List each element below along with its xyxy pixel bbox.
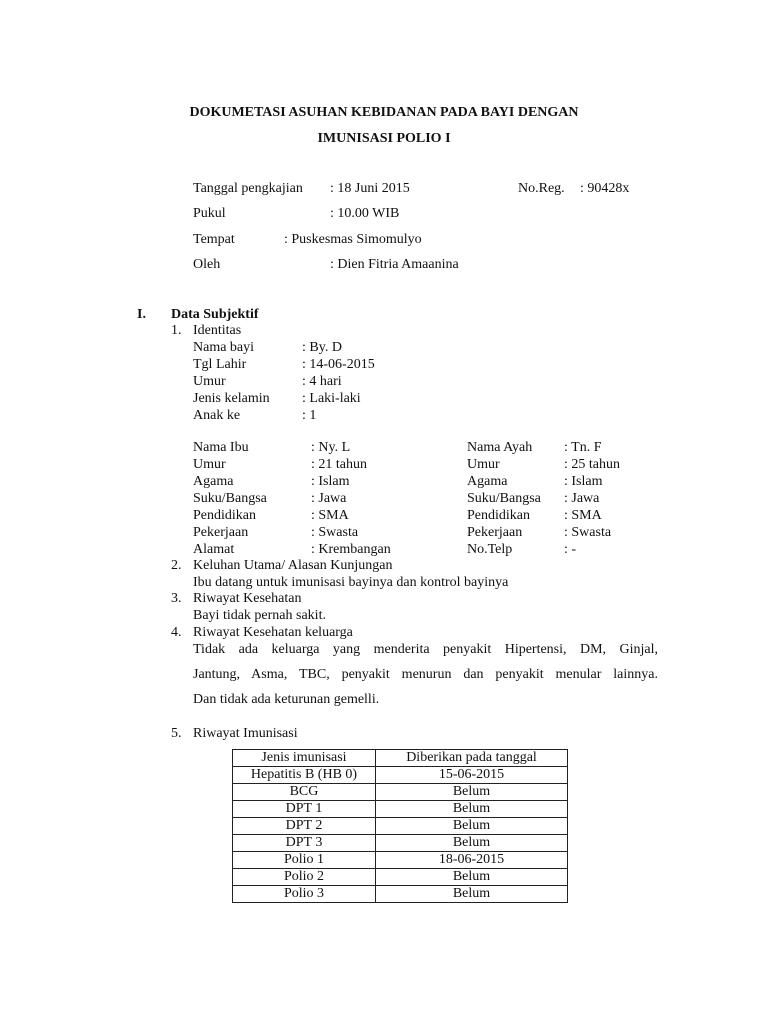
ibu-suku-label: Suku/Bangsa bbox=[193, 491, 267, 506]
imunisasi-label: Riwayat Imunisasi bbox=[193, 726, 298, 741]
umur-bayi-label: Umur bbox=[193, 374, 226, 389]
jenis-cell: Polio 2 bbox=[233, 869, 376, 886]
imunisasi-table bbox=[232, 749, 568, 903]
ayah-nama-label: Nama Ayah bbox=[467, 440, 533, 455]
tanggal-cell: Belum bbox=[376, 801, 568, 818]
alamat-value: : Krembangan bbox=[311, 542, 391, 557]
tanggal-cell: 15-06-2015 bbox=[376, 767, 568, 784]
table-row bbox=[233, 886, 568, 903]
ibu-pendidikan-label: Pendidikan bbox=[193, 508, 256, 523]
ayah-agama-label: Agama bbox=[467, 474, 508, 489]
tanggal-value: : 18 Juni 2015 bbox=[330, 181, 410, 196]
pukul-value: : 10.00 WIB bbox=[330, 206, 400, 221]
riwayat-number: 3. bbox=[171, 591, 182, 606]
no-telp-value: : - bbox=[564, 542, 577, 557]
alamat-label: Alamat bbox=[193, 542, 235, 557]
ayah-suku-value: : Jawa bbox=[564, 491, 600, 506]
tgl-lahir-value: : 14-06-2015 bbox=[302, 357, 375, 372]
imunisasi-number: 5. bbox=[171, 726, 182, 741]
jenis-cell: Polio 3 bbox=[233, 886, 376, 903]
keluhan-number: 2. bbox=[171, 558, 182, 573]
noreg-label: No.Reg. bbox=[518, 181, 565, 196]
ibu-nama-label: Nama Ibu bbox=[193, 440, 249, 455]
ibu-nama-value: : Ny. L bbox=[311, 440, 351, 455]
tempat-label: Tempat bbox=[193, 232, 235, 247]
keluhan-label: Keluhan Utama/ Alasan Kunjungan bbox=[193, 558, 393, 573]
ibu-pekerjaan-value: : Swasta bbox=[311, 525, 359, 540]
keluarga-text-line2: Jantung, Asma, TBC, penyakit menurun dan penyakit menular lainnya. bbox=[193, 667, 658, 682]
table-row bbox=[233, 767, 568, 784]
ayah-umur-label: Umur bbox=[467, 457, 500, 472]
ibu-umur-label: Umur bbox=[193, 457, 226, 472]
table-row bbox=[233, 818, 568, 835]
pukul-label: Pukul bbox=[193, 206, 226, 221]
anak-ke-value: : 1 bbox=[302, 408, 317, 423]
ayah-suku-label: Suku/Bangsa bbox=[467, 491, 541, 506]
tanggal-cell: Belum bbox=[376, 835, 568, 852]
ayah-nama-value: : Tn. F bbox=[564, 440, 602, 455]
tanggal-label: Tanggal pengkajian bbox=[193, 181, 303, 196]
section-number: I. bbox=[137, 307, 146, 322]
riwayat-label: Riwayat Kesehatan bbox=[193, 591, 302, 606]
oleh-value: : Dien Fitria Amaanina bbox=[330, 257, 459, 272]
ayah-umur-value: : 25 tahun bbox=[564, 457, 620, 472]
col-tanggal-header: Diberikan pada tanggal bbox=[376, 750, 568, 767]
ibu-agama-label: Agama bbox=[193, 474, 234, 489]
keluarga-number: 4. bbox=[171, 625, 182, 640]
no-telp-label: No.Telp bbox=[467, 542, 513, 557]
jenis-kelamin-value: : Laki-laki bbox=[302, 391, 361, 406]
ibu-umur-value: : 21 tahun bbox=[311, 457, 367, 472]
ibu-suku-value: : Jawa bbox=[311, 491, 347, 506]
document-title-line1: DOKUMETASI ASUHAN KEBIDANAN PADA BAYI DENGAN bbox=[189, 105, 579, 120]
tanggal-cell: Belum bbox=[376, 886, 568, 903]
col-jenis-header: Jenis imunisasi bbox=[233, 750, 376, 767]
tgl-lahir-label: Tgl Lahir bbox=[193, 357, 247, 372]
riwayat-text: Bayi tidak pernah sakit. bbox=[193, 608, 326, 623]
section-title: Data Subjektif bbox=[171, 307, 259, 322]
jenis-cell: DPT 3 bbox=[233, 835, 376, 852]
jenis-cell: DPT 1 bbox=[233, 801, 376, 818]
nama-bayi-value: : By. D bbox=[302, 340, 342, 355]
tanggal-cell: Belum bbox=[376, 869, 568, 886]
ayah-pekerjaan-label: Pekerjaan bbox=[467, 525, 523, 540]
jenis-cell: BCG bbox=[233, 784, 376, 801]
umur-bayi-value: : 4 hari bbox=[302, 374, 342, 389]
ibu-pendidikan-value: : SMA bbox=[311, 508, 349, 523]
jenis-cell: DPT 2 bbox=[233, 818, 376, 835]
tempat-value: : Puskesmas Simomulyo bbox=[284, 232, 422, 247]
table-row bbox=[233, 852, 568, 869]
ibu-agama-value: : Islam bbox=[311, 474, 350, 489]
keluarga-text-line1: Tidak ada keluarga yang menderita penyakit Hipertensi, DM, Ginjal, bbox=[193, 642, 658, 657]
ayah-agama-value: : Islam bbox=[564, 474, 603, 489]
jenis-cell: Polio 1 bbox=[233, 852, 376, 869]
ibu-pekerjaan-label: Pekerjaan bbox=[193, 525, 249, 540]
tanggal-cell: Belum bbox=[376, 818, 568, 835]
keluarga-text-line3: Dan tidak ada keturunan gemelli. bbox=[193, 692, 380, 707]
tanggal-cell: 18-06-2015 bbox=[376, 852, 568, 869]
keluhan-text: Ibu datang untuk imunisasi bayinya dan kontrol bayinya bbox=[193, 575, 509, 590]
table-row bbox=[233, 835, 568, 852]
identitas-label: Identitas bbox=[193, 323, 242, 338]
ayah-pekerjaan-value: : Swasta bbox=[564, 525, 612, 540]
oleh-label: Oleh bbox=[193, 257, 221, 272]
jenis-kelamin-label: Jenis kelamin bbox=[193, 391, 270, 406]
ayah-pendidikan-value: : SMA bbox=[564, 508, 602, 523]
noreg-value: : 90428x bbox=[580, 181, 630, 196]
nama-bayi-label: Nama bayi bbox=[193, 340, 255, 355]
table-row bbox=[233, 784, 568, 801]
document-title-line2: IMUNISASI POLIO I bbox=[317, 131, 451, 146]
anak-ke-label: Anak ke bbox=[193, 408, 241, 423]
table-header-row bbox=[233, 750, 568, 767]
jenis-cell: Hepatitis B (HB 0) bbox=[233, 767, 376, 784]
identitas-number: 1. bbox=[171, 323, 182, 338]
table-row bbox=[233, 869, 568, 886]
table-row bbox=[233, 801, 568, 818]
ayah-pendidikan-label: Pendidikan bbox=[467, 508, 530, 523]
tanggal-cell: Belum bbox=[376, 784, 568, 801]
keluarga-label: Riwayat Kesehatan keluarga bbox=[193, 625, 353, 640]
